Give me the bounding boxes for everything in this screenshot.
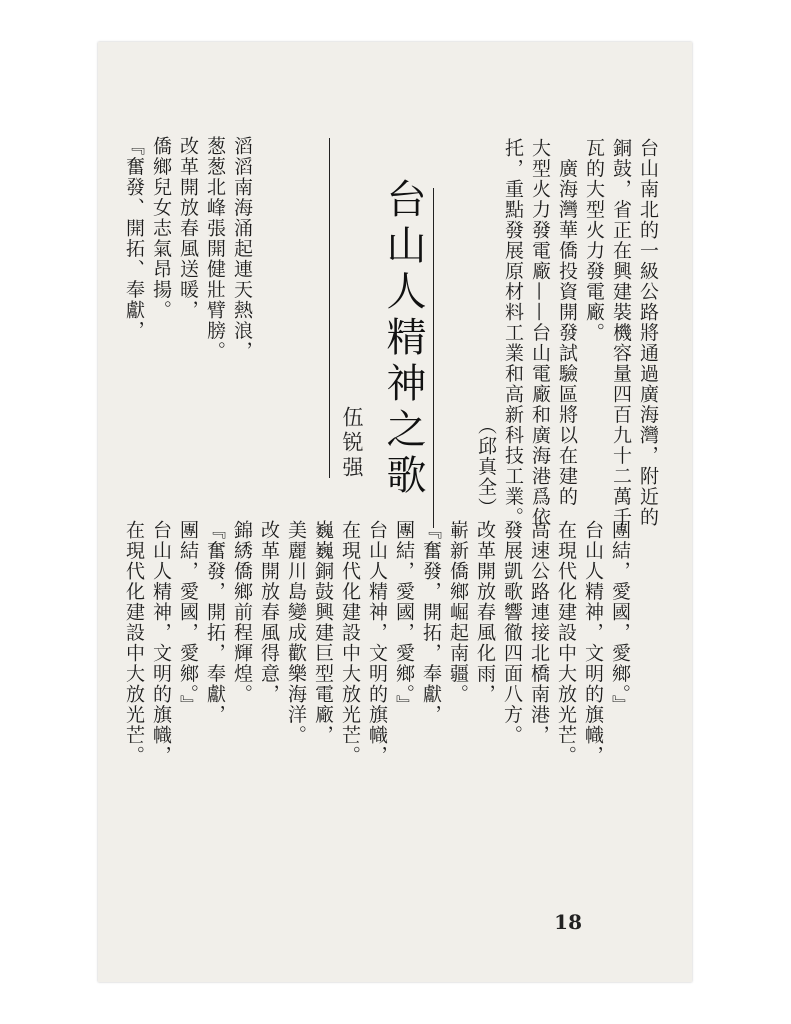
poem-line: 在現代化建設中大放光芒。	[339, 520, 361, 766]
poem-line: 在現代化建設中大放光芒。	[123, 520, 145, 766]
poem-line: 發展凱歌響徹四面八方。	[501, 520, 523, 746]
poem-heading	[323, 138, 463, 528]
poem-line: 台山人精神，文明的旗幟，	[582, 520, 604, 766]
news-line: 托，重點發展原材料工業和高新科技工業。	[502, 138, 524, 528]
poem-line: 嶄新僑鄉崛起南疆。	[447, 520, 469, 705]
document-page	[98, 42, 692, 982]
poem-line: 改革開放春風化雨，	[474, 520, 496, 705]
news-line: 大型火力發電廠——台山電廠和廣海港爲依	[529, 138, 551, 528]
poem-line: 『奮發，開拓，奉獻，	[420, 520, 442, 725]
news-article	[472, 138, 661, 558]
poem-author: 伍锐强	[340, 406, 364, 481]
poem-title: 台山人精神之歌	[380, 178, 426, 500]
poem-line: 僑鄉兒女志氣昂揚。	[150, 136, 172, 321]
poem-line: 團結，愛國，愛鄉。』	[393, 520, 415, 716]
poem-line: 美麗川島變成歡樂海洋。	[285, 520, 307, 746]
news-line: 廣海灣華僑投資開發試驗區將以在建的	[556, 138, 578, 507]
poem-line: 滔滔南海涌起連天熱浪，	[231, 136, 253, 362]
poem-line: 葱葱北峰張開健壯臂膀。	[204, 136, 226, 362]
news-line: 銅鼓，省正在興建裝機容量四百九十二萬千	[610, 138, 632, 528]
news-line: 台山南北的一級公路將通過廣海灣，附近的	[637, 138, 659, 528]
poem-upper-block	[120, 136, 255, 376]
news-line: 瓦的大型火力發電廠。	[583, 138, 605, 343]
poem-line: 高速公路連接北橋南港，	[528, 520, 550, 746]
title-rule-right	[433, 188, 434, 528]
poem-line: 『奮發、開拓、奉獻，	[123, 136, 145, 341]
poem-line: 改革開放春風送暖，	[177, 136, 199, 321]
poem-line: 巍巍銅鼓興建巨型電廠，	[312, 520, 334, 746]
title-rule-left	[329, 138, 330, 478]
news-byline: （邱真全）	[475, 138, 497, 518]
poem-line: 台山人精神，文明的旗幟，	[366, 520, 388, 766]
poem-line: 改革開放春風得意，	[258, 520, 280, 705]
poem-line: 錦綉僑鄉前程輝煌。	[231, 520, 253, 705]
poem-line: 台山人精神，文明的旗幟，	[150, 520, 172, 766]
poem-line: 『奮發，開拓，奉獻，	[204, 520, 226, 725]
poem-lower-block	[120, 520, 633, 960]
page-number: 18	[554, 910, 582, 934]
poem-line: 團結，愛國，愛鄉。』	[177, 520, 199, 716]
poem-line: 團結，愛國，愛鄉。』	[609, 520, 631, 716]
poem-line: 在現代化建設中大放光芒。	[555, 520, 577, 766]
